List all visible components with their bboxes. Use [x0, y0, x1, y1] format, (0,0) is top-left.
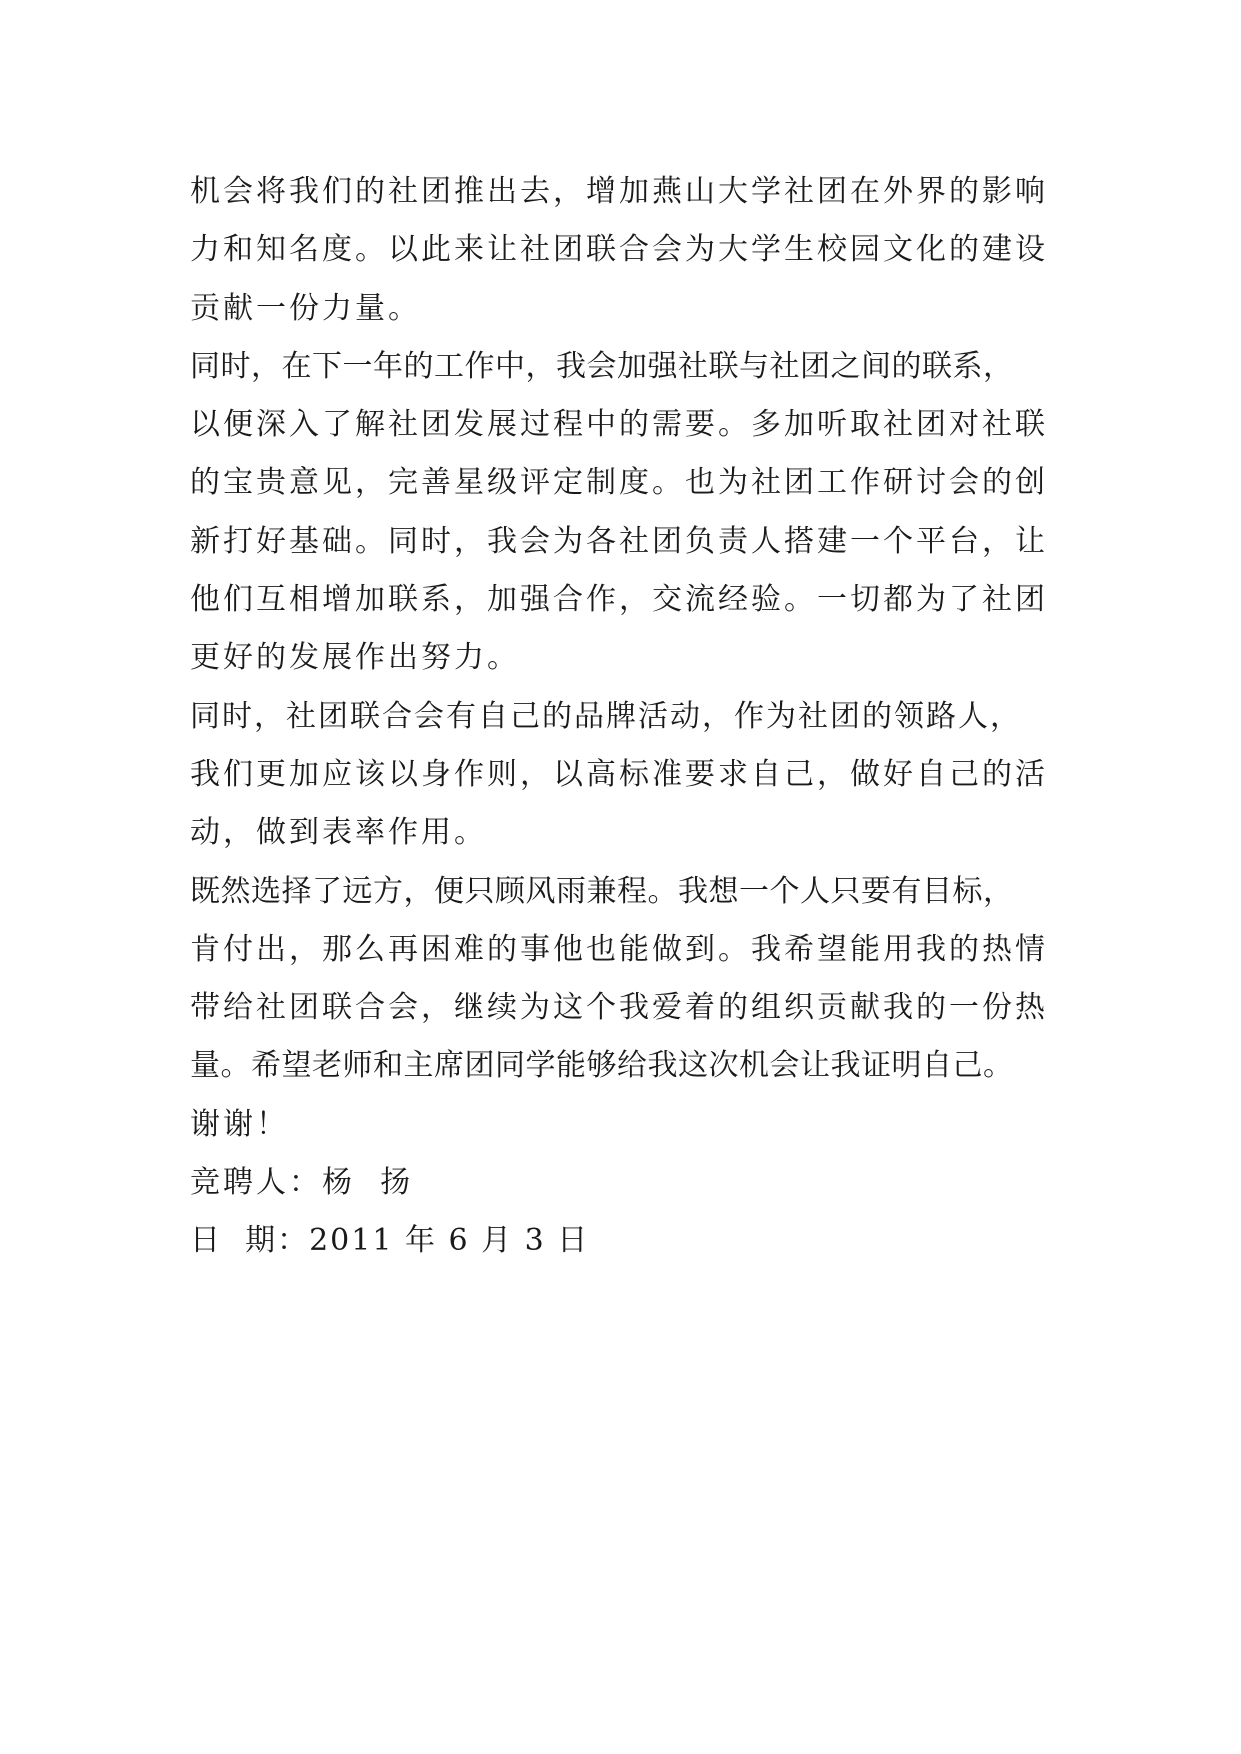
body-line-15: 带给社团联合会，继续为这个我爱着的组织贡献我的一份热	[190, 990, 1048, 1026]
body-line-9: 更好的发展作出努力。	[190, 640, 520, 676]
body-line-5: 以便深入了解社团发展过程中的需要。多加听取社团对社联	[190, 407, 1048, 443]
signature-line: 竞聘人：杨 扬	[190, 1165, 414, 1201]
body-line-2: 力和知名度。以此来让社团联合会为大学生校园文化的建设	[190, 232, 1048, 268]
body-line-1: 机会将我们的社团推出去，增加燕山大学社团在外界的影响	[190, 174, 1048, 209]
body-line-13: 既然选择了远方，便只顾风雨兼程。我想一个人只要有目标，	[190, 873, 1014, 909]
body-line-7: 新打好基础。同时，我会为各社团负责人搭建一个平台，让	[190, 523, 1048, 559]
date-line: 日 期：2011 年 6 月 3 日	[190, 1223, 590, 1259]
body-line-12: 动，做到表率作用。	[190, 815, 487, 851]
body-line-14: 肯付出，那么再困难的事他也能做到。我希望能用我的热情	[190, 931, 1048, 967]
letter-body	[190, 163, 1070, 1271]
closing-thanks: 谢谢！	[190, 1106, 289, 1142]
body-line-4: 同时，在下一年的工作中，我会加强社联与社团之间的联系，	[190, 348, 1014, 384]
body-line-10: 同时，社团联合会有自己的品牌活动，作为社团的领路人，	[190, 698, 1022, 734]
body-line-11: 我们更加应该以身作则，以高标准要求自己，做好自己的活	[190, 756, 1048, 792]
body-line-3: 贡献一份力量。	[190, 290, 421, 326]
body-line-8: 他们互相增加联系，加强合作，交流经验。一切都为了社团	[190, 582, 1048, 618]
body-line-6: 的宝贵意见，完善星级评定制度。也为社团工作研讨会的创	[190, 465, 1048, 501]
body-line-16: 量。希望老师和主席团同学能够给我这次机会让我证明自己。	[190, 1048, 1014, 1084]
